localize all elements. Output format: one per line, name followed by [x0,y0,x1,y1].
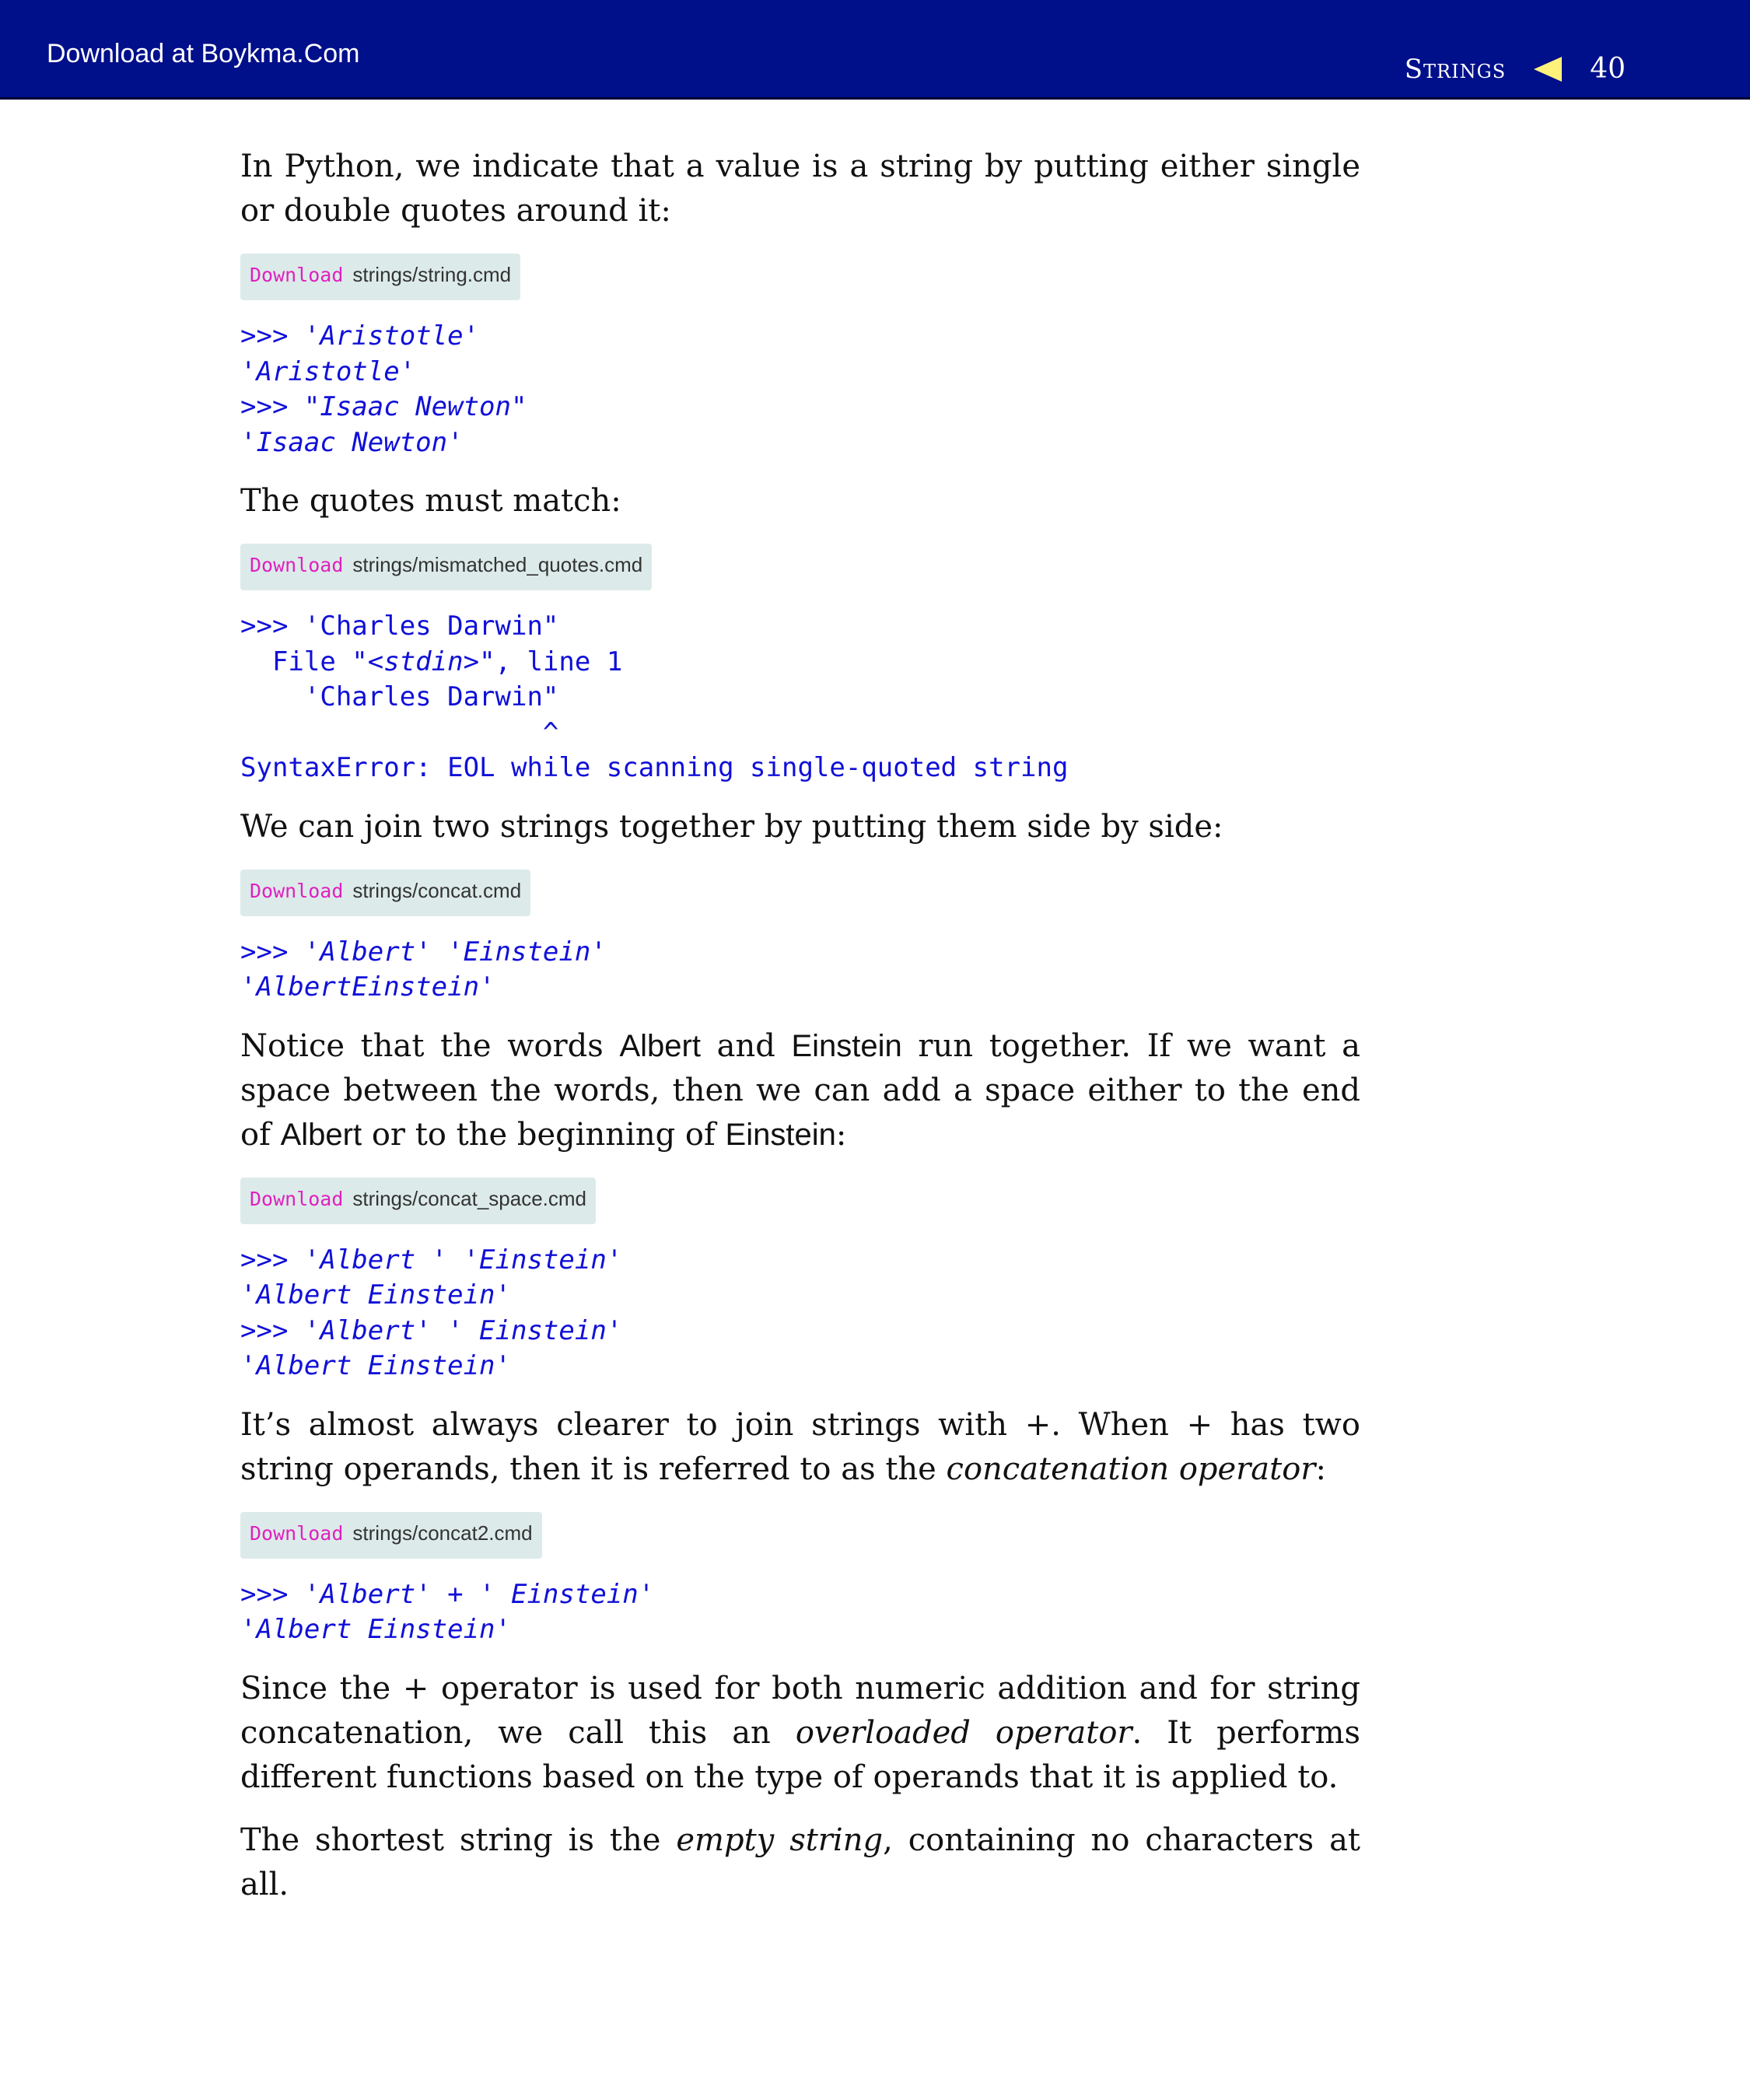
since-paragraph: Since the + operator is used for both numeric addition and for string concatenation, we call this an overloaded operator. It performs different functions based on the type of operands that it is applied to. [240,1670,1360,1795]
shortest-paragraph: The shortest string is the empty string, containing no characters at all. [240,1822,1360,1902]
intro-paragraph: In Python, we indicate that a value is a string by putting either single or double quotes around it: [240,149,1360,229]
inline-word: Einstein [791,1028,902,1063]
code-block-concat2: >>> 'Albert' + ' Einstein' 'Albert Einstein' [240,1578,655,1645]
download-label: Download [250,1521,344,1545]
code-line: ^ [240,716,559,748]
page-content [240,145,1360,1926]
download-label: Download [250,264,344,286]
download-label: Download [250,554,344,576]
quotes-paragraph: The quotes must match: [240,483,621,519]
term-concatenation-operator: concatenation operator [946,1451,1316,1487]
code-block-string: >>> 'Aristotle' 'Aristotle' >>> "Isaac Newton" 'Isaac Newton' [240,320,527,458]
header-bar [0,0,1750,100]
download-path: strings/concat2.cmd [352,1521,533,1545]
download-site-link[interactable]: Download at Boykma.Com [47,39,360,68]
code-block-mismatched [240,609,1360,786]
download-label: Download [250,1187,344,1210]
download-path: strings/string.cmd [352,263,512,286]
code-block-concat-space: >>> 'Albert ' 'Einstein' 'Albert Einstein' >>> 'Albert' ' Einstein' 'Albert Einstein' [240,1244,623,1381]
code-line: File " [240,646,368,677]
term-empty-string: empty string [676,1822,884,1858]
inline-word: Albert [619,1028,701,1063]
download-path: strings/mismatched_quotes.cmd [352,553,643,576]
download-link-mismatched[interactable] [240,544,652,590]
clearer-paragraph: It’s almost always clearer to join strings with +. When + has two string operands, then it is referred to as the concatenation operator: [240,1406,1360,1487]
code-block-concat: >>> 'Albert' 'Einstein' 'AlbertEinstein' [240,936,607,1003]
code-line: ", line 1 [479,646,623,677]
term-overloaded-operator: overloaded operator [795,1714,1132,1751]
join-paragraph: We can join two strings together by putting them side by side: [240,808,1223,845]
page-number: 40 [1590,53,1626,85]
code-line: >>> 'Charles Darwin" [240,611,559,642]
inline-word: Einstein [725,1117,836,1152]
inline-word: Albert [280,1117,362,1152]
notice-paragraph: Notice that the words Albert and Einstein run together. If we want a space between the words, then we can add a space either to the end of Albert or to the beginning of Einstein: [240,1027,1360,1153]
code-line: 'Charles Darwin" [240,681,559,712]
back-arrow-icon[interactable] [1534,57,1562,82]
download-path: strings/concat.cmd [352,878,522,902]
download-link-string[interactable] [240,254,520,300]
download-path: strings/concat_space.cmd [352,1186,587,1210]
code-line: SyntaxError: EOL while scanning single-quoted string [240,752,1069,783]
code-line-italic: <stdin> [367,646,480,677]
chapter-title[interactable]: Strings [1404,53,1507,85]
download-link-concat2[interactable] [240,1512,542,1559]
chapter-nav [1405,53,1626,85]
download-label: Download [250,879,344,902]
download-link-concat-space[interactable] [240,1178,596,1224]
download-link-concat[interactable] [240,870,530,916]
